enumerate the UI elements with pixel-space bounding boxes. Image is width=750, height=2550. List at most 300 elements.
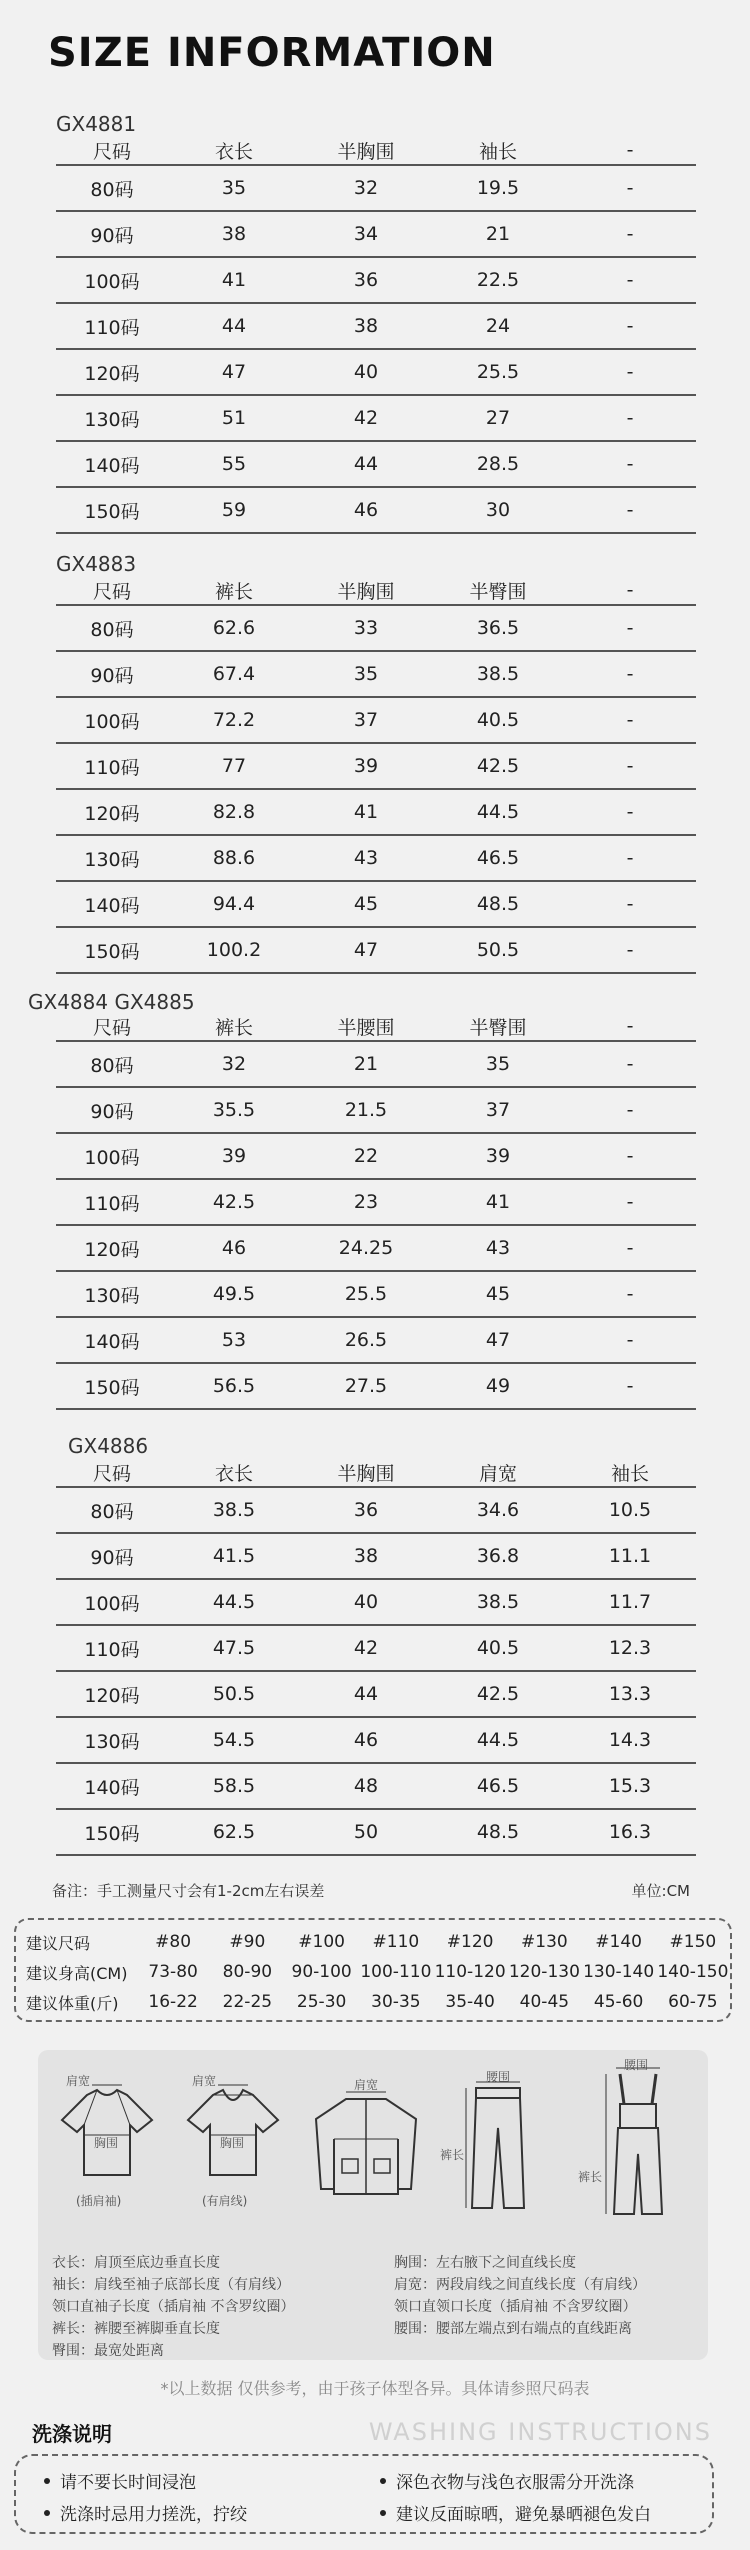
height-cell: 130-140 [583,1962,655,1982]
table-row [56,652,696,698]
table-row [56,698,696,744]
table-cell: 41.5 [212,1545,256,1567]
height-cell: 73-80 [148,1962,198,1982]
table-cell: 21 [485,223,511,245]
table-row [56,1272,696,1318]
table-cell: 48 [353,1775,379,1797]
table-cell: 50.5 [476,939,520,961]
table-cell: 40 [353,361,379,383]
size-table [56,1012,696,1410]
table-cell: 59 [221,499,247,521]
table-cell: 56.5 [212,1375,256,1397]
table-cell: 35.5 [212,1099,256,1121]
table-row [56,1810,696,1856]
page-title: SIZE INFORMATION [48,30,496,76]
header-cell: 肩宽 [478,1462,517,1485]
wash-item [44,2500,247,2525]
table-cell: 38 [221,223,247,245]
table-cell: 36.8 [476,1545,520,1567]
table-cell: 42.5 [212,1191,256,1213]
table-cell: 82.8 [212,801,256,823]
table-cell: 27.5 [344,1375,388,1397]
table-row [56,1134,696,1180]
definition-line: 袖长：肩线至袖子底部长度（有肩线） [52,2277,290,2293]
table-cell: 22 [353,1145,379,1167]
height-cell: 90-100 [291,1962,352,1982]
header-cell: - [626,579,634,601]
table-cell: - [626,177,634,199]
wash-item-text: 洗涤时忌用力搓洗，拧绞 [60,2505,247,2525]
table-cell: 90码 [90,1100,134,1123]
table-cell: 120码 [84,1684,140,1707]
bullet-icon [44,2478,50,2484]
table-cell: 80码 [90,1054,134,1077]
size-cell: #120 [446,1932,494,1952]
size-cell: #110 [372,1932,420,1952]
size-cell: #150 [669,1932,717,1952]
table-cell: 25.5 [476,361,520,383]
table-cell: 67.4 [212,663,256,685]
header-cell: 裤长 [214,1016,253,1039]
table-cell: 80码 [90,1500,134,1523]
definitions-right [394,2252,646,2340]
table-cell: 100码 [84,710,140,733]
table-cell: 51 [221,407,247,429]
table-cell: 46 [353,499,379,521]
size-row [16,1928,730,1956]
size-table [56,576,696,974]
table-cell: 37 [485,1099,511,1121]
wash-item [380,2468,634,2493]
table-cell: 80码 [90,178,134,201]
table-cell: 10.5 [608,1499,652,1521]
table-cell: 46.5 [476,1775,520,1797]
table-cell: 38 [353,1545,379,1567]
table-row [56,166,696,212]
table-cell: 47 [221,361,247,383]
table-cell: 46 [353,1729,379,1751]
table-cell: 37 [353,709,379,731]
table-cell: 62.6 [212,617,256,639]
wash-item [44,2468,196,2493]
table-cell: 90码 [90,1546,134,1569]
table-cell: 50 [353,1821,379,1843]
table-cell: 110码 [84,1638,140,1661]
header-cell: 尺码 [92,1016,131,1039]
table-cell: 100码 [84,270,140,293]
table-cell: 41 [221,269,247,291]
table-cell: 80码 [90,618,134,641]
table-cell: 150码 [84,940,140,963]
table-cell: - [626,1375,634,1397]
size-row-label: 建议尺码 [26,1933,91,1953]
weight-cell: 35-40 [445,1992,495,2012]
table-cell: 44 [353,453,379,475]
definition-line: 衣长：肩顶至底边垂直长度 [52,2255,220,2271]
table-row [56,1580,696,1626]
table-cell: 13.3 [608,1683,652,1705]
table-cell: 11.1 [608,1545,652,1567]
table-cell: 130码 [84,408,140,431]
table-cell: 35 [353,663,379,685]
size-cell: #90 [229,1932,266,1952]
weight-cell: 30-35 [371,1992,421,2012]
table-cell: 110码 [84,316,140,339]
table-cell: 44.5 [476,1729,520,1751]
table-row [56,1088,696,1134]
weight-row-label: 建议体重(斤) [26,1993,119,2013]
table-cell: 38.5 [212,1499,256,1521]
table-cell: 30 [485,499,511,521]
table-header-row [56,1458,696,1488]
table-cell: 140码 [84,1776,140,1799]
table-cell: 110码 [84,1192,140,1215]
table-row [56,1042,696,1088]
definition-line: 肩宽：两段肩线之间直线长度（有肩线） [394,2277,646,2293]
table-cell: 48.5 [476,893,520,915]
product-code: GX4881 [56,112,137,136]
fig-label: 裤长 [578,2170,603,2184]
table-cell: - [626,1237,634,1259]
table-cell: 140码 [84,894,140,917]
table-row [56,350,696,396]
pants-icon [458,2078,538,2218]
table-row [56,790,696,836]
table-cell: 130码 [84,1730,140,1753]
definition-line: 臀围：最宽处距离 [52,2343,164,2359]
table-cell: 14.3 [608,1729,652,1751]
table-cell: 47 [353,939,379,961]
table-cell: - [626,1283,634,1305]
weight-row [16,1988,730,2016]
table-header-row [56,576,696,606]
table-cell: 77 [221,755,247,777]
wash-item [380,2500,651,2525]
table-cell: 62.5 [212,1821,256,1843]
table-cell: 41 [485,1191,511,1213]
height-cell: 140-150 [657,1962,729,1982]
table-cell: - [626,709,634,731]
table-cell: 43 [485,1237,511,1259]
table-cell: 94.4 [212,893,256,915]
table-cell: 28.5 [476,453,520,475]
size-cell: #80 [155,1932,192,1952]
table-cell: - [626,1191,634,1213]
table-cell: 44 [221,315,247,337]
table-row [56,744,696,790]
table-cell: 33 [353,617,379,639]
table-cell: 55 [221,453,247,475]
table-cell: 53 [221,1329,247,1351]
table-cell: - [626,939,634,961]
jacket-icon [306,2084,426,2204]
table-cell: 40 [353,1591,379,1613]
table-cell: 40.5 [476,709,520,731]
product-code: GX4883 [56,552,137,576]
table-row [56,928,696,974]
table-cell: 88.6 [212,847,256,869]
table-cell: 41 [353,801,379,823]
table-row [56,212,696,258]
table-cell: 35 [485,1053,511,1075]
height-cell: 100-110 [360,1962,432,1982]
table-cell: 23 [353,1191,379,1213]
table-row [56,1626,696,1672]
table-cell: - [626,1329,634,1351]
table-cell: 130码 [84,1284,140,1307]
wash-item-text: 建议反面晾晒，避免暴晒褪色发白 [396,2505,651,2525]
table-cell: 58.5 [212,1775,256,1797]
header-cell: 袖长 [610,1462,649,1485]
table-cell: 44.5 [212,1591,256,1613]
product-code: GX4884 GX4885 [28,990,195,1014]
table-cell: 38.5 [476,663,520,685]
weight-cell: 16-22 [148,1992,198,2012]
table-cell: 36 [353,1499,379,1521]
weight-cell: 22-25 [222,1992,273,2012]
header-cell: - [626,139,634,161]
table-cell: 45 [353,893,379,915]
height-row [16,1958,730,1986]
table-cell: 100码 [84,1146,140,1169]
table-cell: 34 [353,223,379,245]
table-cell: 48.5 [476,1821,520,1843]
table-cell: 21 [353,1053,379,1075]
raglan-caption: (插肩袖) [76,2194,122,2208]
header-cell: 半胸围 [337,140,395,163]
table-row [56,1318,696,1364]
weight-cell: 40-45 [519,1992,570,2012]
table-cell: 42 [353,407,379,429]
wash-item-text: 深色衣物与浅色衣服需分开洗涤 [396,2473,634,2493]
header-cell: 尺码 [92,1462,131,1485]
suggested-size-box [14,1918,732,2022]
table-row [56,488,696,534]
table-cell: 45 [485,1283,511,1305]
table-cell: 36 [353,269,379,291]
height-cell: 120-130 [508,1962,580,1982]
fig-label: 胸围 [94,2136,119,2150]
table-cell: - [626,269,634,291]
table-cell: - [626,893,634,915]
table-cell: 120码 [84,802,140,825]
table-cell: - [626,663,634,685]
header-cell: 半臀围 [469,580,527,603]
table-cell: 50.5 [212,1683,256,1705]
table-row [56,442,696,488]
definition-line: 胸围：左右腋下之间直线长度 [394,2255,576,2271]
table-cell: 39 [485,1145,511,1167]
table-cell: 24.25 [338,1237,394,1259]
table-cell: 24 [485,315,511,337]
bullet-icon [380,2510,386,2516]
table-cell: 38 [353,315,379,337]
table-cell: - [626,361,634,383]
header-cell: 半胸围 [337,580,395,603]
table-cell: 39 [221,1145,247,1167]
table-header-row [56,136,696,166]
table-cell: 32 [353,177,379,199]
table-cell: 19.5 [476,177,520,199]
table-cell: - [626,847,634,869]
table-cell: 16.3 [608,1821,652,1843]
header-cell: 半臀围 [469,1016,527,1039]
table-cell: 42 [353,1637,379,1659]
table-cell: 150码 [84,1822,140,1845]
table-cell: 140码 [84,1330,140,1353]
table-row [56,1672,696,1718]
table-cell: - [626,1099,634,1121]
definition-line: 领口直领口长度（插肩袖 不含罗纹圈） [394,2299,637,2315]
fig-label: 肩宽 [354,2078,379,2092]
table-cell: 49.5 [212,1283,256,1305]
table-row [56,1364,696,1410]
table-cell: 100码 [84,1592,140,1615]
height-cell: 110-120 [434,1962,506,1982]
fig-label: 裤长 [440,2148,465,2162]
table-cell: 140码 [84,454,140,477]
table-cell: 150码 [84,1376,140,1399]
table-cell: 32 [221,1053,247,1075]
table-cell: 38.5 [476,1591,520,1613]
fig-label: 腰围 [624,2058,649,2072]
size-cell: #130 [521,1932,568,1952]
weight-cell: 45-60 [593,1992,644,2012]
wash-title-en: WASHING INSTRUCTIONS [368,2418,712,2446]
table-cell: 54.5 [212,1729,256,1751]
bullet-icon [380,2478,386,2484]
table-cell: - [626,453,634,475]
definitions-left [52,2252,294,2362]
table-cell: - [626,801,634,823]
table-cell: 35 [221,177,247,199]
table-cell: 44.5 [476,801,520,823]
fig-label: 腰围 [486,2070,511,2084]
table-row [56,1534,696,1580]
table-cell: 42.5 [476,1683,520,1705]
table-cell: 49 [485,1375,511,1397]
table-cell: 22.5 [476,269,520,291]
height-cell: 80-90 [222,1962,273,1982]
header-cell: 衣长 [214,1462,253,1485]
header-cell: 半腰围 [337,1016,395,1039]
table-cell: 46.5 [476,847,520,869]
table-cell: 36.5 [476,617,520,639]
table-cell: 120码 [84,1238,140,1261]
size-cell: #140 [595,1932,642,1952]
table-cell: - [626,617,634,639]
table-cell: 90码 [90,224,134,247]
table-row [56,1764,696,1810]
shoulder-caption: (有肩线) [202,2194,248,2208]
table-cell: 42.5 [476,755,520,777]
measurement-guide-panel [38,2050,708,2360]
weight-cell: 60-75 [668,1992,718,2012]
fig-label: 肩宽 [192,2074,217,2088]
table-cell: - [626,1145,634,1167]
table-row [56,396,696,442]
size-table [56,1458,696,1856]
table-cell: 130码 [84,848,140,871]
table-cell: 46 [221,1237,247,1259]
table-cell: 150码 [84,500,140,523]
table-cell: 21.5 [344,1099,388,1121]
product-code: GX4886 [68,1434,149,1458]
table-cell: 72.2 [212,709,256,731]
table-cell: 25.5 [344,1283,388,1305]
header-cell: 衣长 [214,140,253,163]
table-cell: 40.5 [476,1637,520,1659]
table-cell: 27 [485,407,511,429]
table-cell: 47 [485,1329,511,1351]
header-cell: 裤长 [214,580,253,603]
header-cell: - [626,1015,634,1037]
table-cell: 39 [353,755,379,777]
header-cell: 半胸围 [337,1462,395,1485]
table-cell: 47.5 [212,1637,256,1659]
table-row [56,606,696,652]
wash-instructions-box [14,2454,714,2534]
definition-line: 领口直袖子长度（插肩袖 不含罗纹圈） [52,2299,295,2315]
fig-label: 胸围 [220,2136,245,2150]
table-cell: 26.5 [344,1329,388,1351]
table-cell: - [626,407,634,429]
table-row [56,304,696,350]
table-cell: 44 [353,1683,379,1705]
table-cell: - [626,499,634,521]
bullet-icon [44,2510,50,2516]
table-cell: 90码 [90,664,134,687]
definition-line: 裤长：裤腰至裤脚垂直长度 [52,2321,220,2337]
table-cell: - [626,315,634,337]
table-cell: 34.6 [476,1499,520,1521]
weight-cell: 25-30 [296,1992,347,2012]
table-cell: 100.2 [206,939,262,961]
table-cell: 12.3 [608,1637,652,1659]
table-cell: - [626,1053,634,1075]
table-row [56,258,696,304]
table-cell: - [626,223,634,245]
measurement-note: 备注：手工测量尺寸会有1-2cm左右误差 [52,1882,325,1900]
table-cell: 11.7 [608,1591,652,1613]
size-table [56,136,696,534]
table-cell: 110码 [84,756,140,779]
table-row [56,882,696,928]
overalls-icon [598,2064,678,2224]
wash-item-text: 请不要长时间浸泡 [60,2473,196,2493]
table-row [56,1226,696,1272]
header-cell: 尺码 [92,580,131,603]
table-cell: 15.3 [608,1775,652,1797]
header-cell: 尺码 [92,140,131,163]
size-cell: #100 [298,1932,345,1952]
table-row [56,1718,696,1764]
unit-label: 单位:CM [631,1882,690,1900]
table-header-row [56,1012,696,1042]
table-cell: 120码 [84,362,140,385]
table-row [56,836,696,882]
disclaimer-text: *以上数据 仅供参考，由于孩子体型各异。具体请参照尺码表 [160,2379,590,2398]
table-cell: - [626,755,634,777]
definition-line: 腰围：腰部左端点到右端点的直线距离 [394,2321,632,2337]
fig-label: 肩宽 [66,2074,91,2088]
wash-title: 洗涤说明 [32,2422,112,2446]
table-row [56,1488,696,1534]
header-cell: 袖长 [478,140,517,163]
table-row [56,1180,696,1226]
table-cell: 43 [353,847,379,869]
height-row-label: 建议身高(CM) [26,1963,128,1983]
